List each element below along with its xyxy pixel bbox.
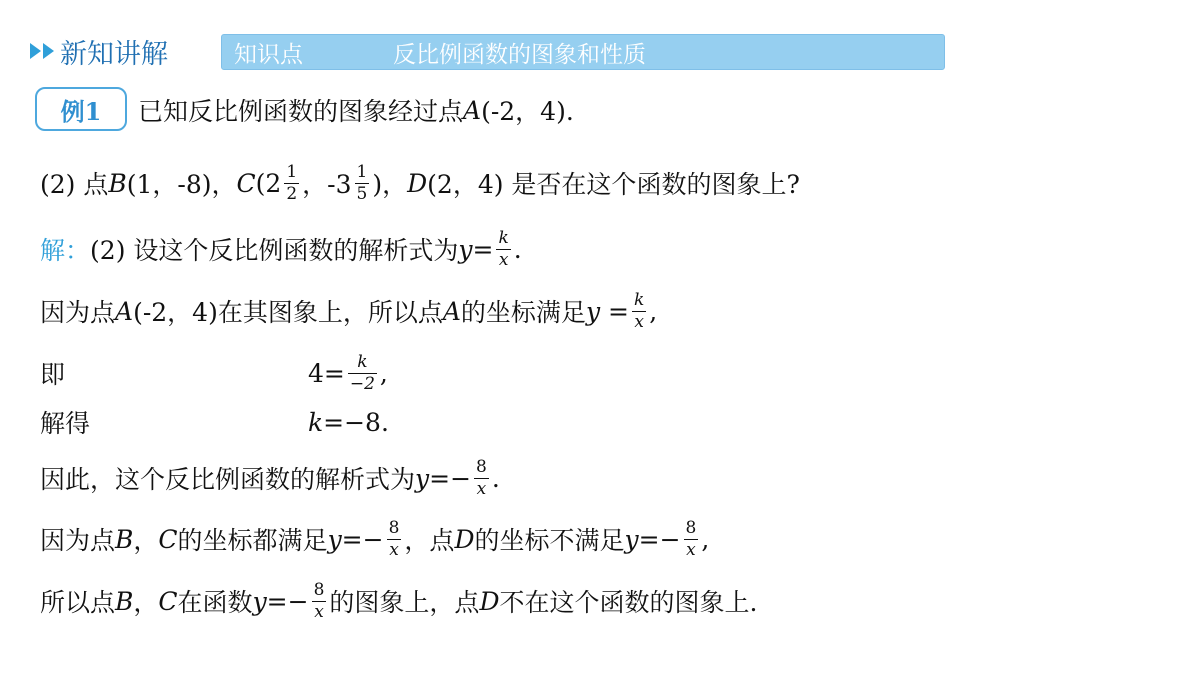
frac-den: x — [498, 249, 509, 270]
line3-lhs: 4= — [308, 358, 345, 388]
line6-y2: y=− — [624, 524, 681, 554]
fraction-8-over-x — [474, 456, 489, 499]
fraction-one-half — [284, 161, 299, 204]
line6-text-c: ，点 — [404, 526, 455, 555]
point-c-coords — [255, 161, 408, 204]
line7-text-a: 所以点 — [40, 588, 116, 617]
line2-text-b: (-2，4)在其图象上，所以点 — [133, 298, 443, 327]
line6-text-d: 的坐标不满足 — [474, 526, 625, 555]
line1-y: y= — [458, 234, 494, 264]
frac-den: −2 — [349, 373, 375, 394]
frac-den: 2 — [286, 183, 298, 204]
line3-end: , — [379, 358, 388, 388]
line7-sep: ， — [133, 588, 159, 617]
line6-text-b: 的坐标都满足 — [177, 526, 328, 555]
topic-banner — [221, 34, 945, 70]
example-badge: 例1 — [35, 87, 127, 131]
section-header — [30, 33, 168, 69]
line7-point-c: C — [158, 586, 178, 616]
point-c: C — [236, 168, 256, 198]
frac-num: 1 — [356, 161, 368, 182]
solution-line-1 — [40, 224, 522, 274]
line6-sep: ， — [133, 526, 159, 555]
fraction-k-over-x — [632, 289, 646, 332]
frac-num: 8 — [476, 456, 487, 477]
fraction-one-fifth — [355, 161, 370, 204]
point-d-coords: (2，4) 是否在这个函数的图象上? — [427, 170, 800, 199]
c-close: )， — [372, 170, 408, 199]
frac-den: x — [389, 539, 399, 560]
line6-point-c: C — [158, 524, 178, 554]
line5-y: y=− — [415, 463, 472, 493]
line2-point-a: A — [115, 296, 134, 326]
example-statement — [138, 93, 574, 127]
frac-den: x — [314, 601, 324, 622]
line7-point-d: D — [479, 586, 500, 616]
solution-line-4 — [40, 404, 90, 440]
frac-num: k — [498, 227, 509, 248]
line2-y: y = — [585, 296, 629, 326]
line4-rhs: =−8. — [323, 407, 389, 437]
line6-point-b: B — [115, 524, 134, 554]
frac-den: x — [686, 539, 696, 560]
frac-num: 8 — [388, 517, 400, 538]
solution-line-3 — [40, 348, 65, 398]
line5-text: 因此，这个反比例函数的解析式为 — [40, 465, 416, 494]
point-b-coords: (1，-8)， — [126, 170, 237, 199]
fraction-k-over-x — [496, 227, 510, 270]
line7-y: y=− — [252, 586, 309, 616]
question-prefix: (2) 点 — [40, 170, 109, 199]
banner-label: 知识点 — [234, 41, 303, 68]
line7-text-b: 在函数 — [177, 588, 253, 617]
statement-text: 已知反比例函数的图象经过点 — [138, 97, 464, 126]
solution-line-3-expr — [308, 348, 388, 398]
solution-line-5 — [40, 453, 500, 503]
fraction-8-over-x — [684, 517, 699, 560]
line2-text-a: 因为点 — [40, 298, 116, 327]
line2-point-a2: A — [442, 296, 461, 326]
line1-text: (2) 设这个反比例函数的解析式为 — [90, 236, 459, 265]
solution-label: 解 — [40, 236, 66, 265]
solution-colon: ： — [65, 236, 91, 265]
point-d: D — [407, 168, 428, 198]
frac-num: k — [357, 351, 368, 372]
question-line — [40, 158, 800, 208]
solution-line-2 — [40, 286, 657, 336]
frac-num: 8 — [685, 517, 697, 538]
line4-label: 解得 — [40, 409, 91, 438]
frac-den: x — [476, 478, 487, 499]
point-a: A — [463, 95, 482, 125]
banner-topic: 反比例函数的图象和性质 — [393, 41, 646, 68]
line6-text-a: 因为点 — [40, 526, 116, 555]
line1-end: . — [513, 234, 522, 264]
line5-end: . — [491, 463, 500, 493]
line7-text-d: 不在这个函数的图象上. — [499, 588, 758, 617]
line7-text-c: 的图象上，点 — [329, 588, 480, 617]
line2-text-c: 的坐标满足 — [460, 298, 586, 327]
section-title: 新知讲解 — [60, 38, 168, 70]
fraction-8-over-x — [312, 579, 327, 622]
fraction-k-over-minus-two — [348, 351, 377, 394]
solution-line-7 — [40, 576, 757, 626]
line7-point-b: B — [115, 586, 134, 616]
fraction-8-over-x — [387, 517, 402, 560]
double-arrow-icon — [30, 43, 54, 59]
frac-num: k — [633, 289, 645, 310]
solution-line-6 — [40, 514, 709, 564]
line6-y: y=− — [327, 524, 384, 554]
line3-label: 即 — [40, 360, 66, 389]
solution-line-4-expr — [308, 404, 389, 440]
c-mid: ，-3 — [302, 170, 352, 199]
point-a-coords: (-2，4). — [481, 97, 574, 126]
line4-k: k — [308, 407, 324, 437]
point-b: B — [108, 168, 127, 198]
c-open: (2 — [255, 168, 282, 198]
frac-den: 5 — [356, 183, 368, 204]
line2-end: , — [649, 296, 658, 326]
line6-point-d: D — [454, 524, 475, 554]
frac-num: 8 — [313, 579, 325, 600]
frac-den: x — [634, 311, 644, 332]
line6-end: , — [701, 524, 710, 554]
frac-num: 1 — [286, 161, 298, 182]
